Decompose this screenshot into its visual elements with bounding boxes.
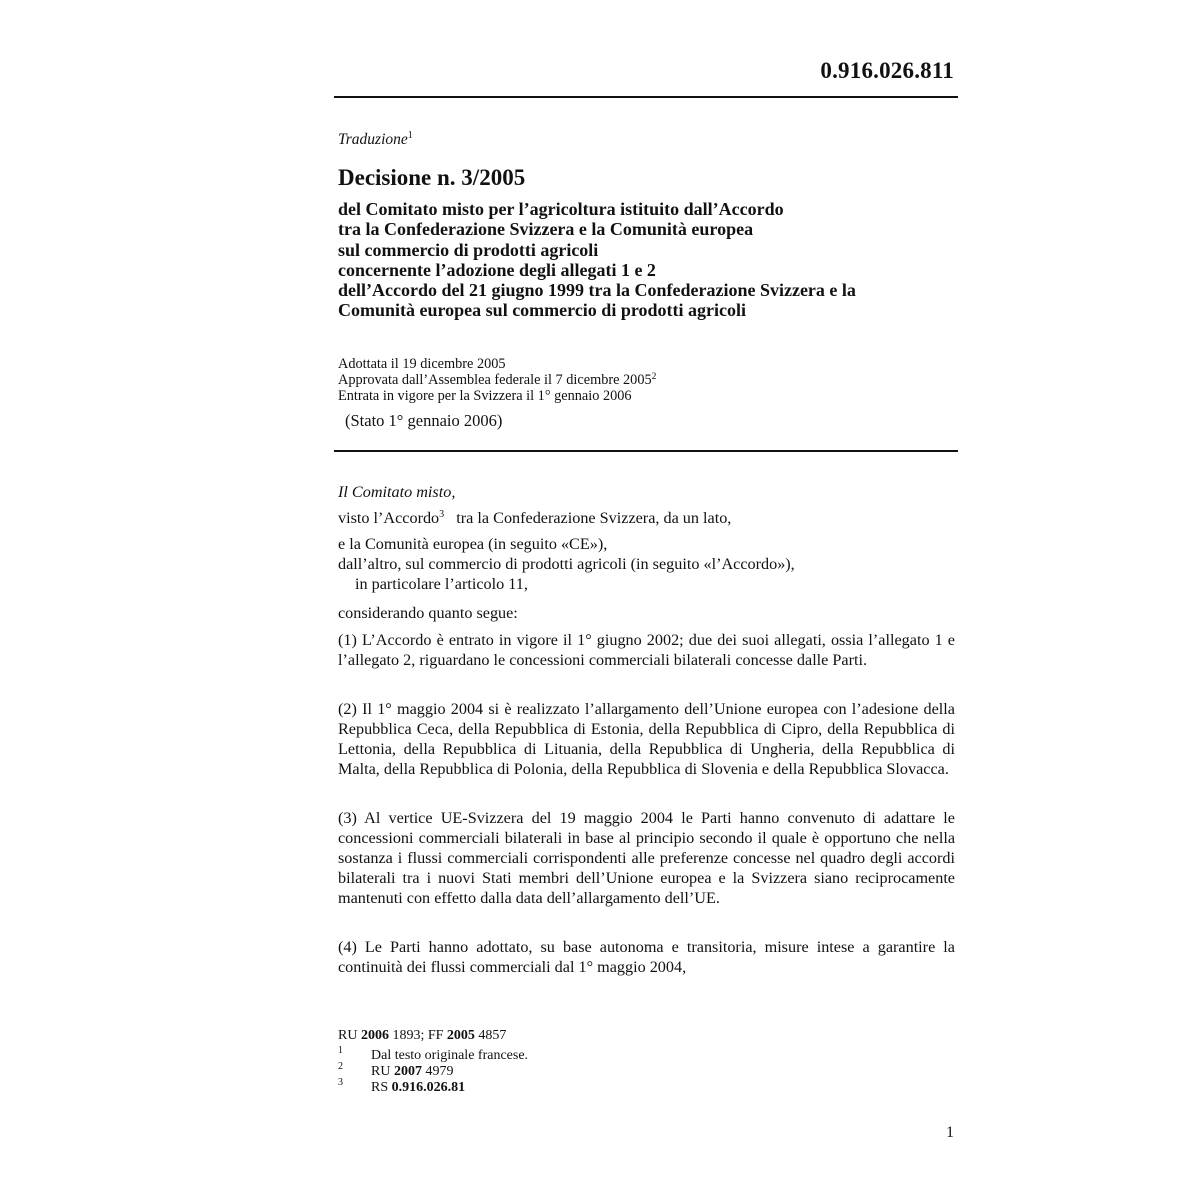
preamble-line: dall’altro, sul commercio di prodotti agricoli (in seguito «l’Accordo»), xyxy=(338,555,795,573)
source-reference: RU 2006 1893; FF 2005 4857 xyxy=(338,1028,507,1043)
middle-rule xyxy=(334,450,958,452)
status-date: (Stato 1° gennaio 2006) xyxy=(345,411,503,430)
paragraph-3: (3) Al vertice UE-Svizzera del 19 maggio 2004 le Parti hanno convenuto di adattare le concessioni commerciali bilaterali in base al principio secondo il quale è opportuno che nella sostanza i flussi commerciali corrispondenti alle preferenze concesse nel quadro degli accordi bilaterali tra i nuovi Stati membri dell’Unione europea e la Svizzera siano reciprocamente mantenuti con effetto dalla data dell’allargamento dell’UE. xyxy=(338,809,955,907)
page-number: 1 xyxy=(946,1124,954,1141)
paragraph-2: (2) Il 1° maggio 2004 si è realizzato l’allargamento dell’Unione europea con l’adesione della Repubblica Ceca, della Repubblica di Estonia, della Repubblica di Cipro, della Repubblica di Lettonia, della Repubblica di Lituania, della Repubblica di Ungheria, della Repubblica di Malta, della Repubblica di Polonia, della Repubblica di Slovenia e della Repubblica Slovacca. xyxy=(338,700,955,778)
footnote-ref: 2 xyxy=(651,372,657,382)
subtitle-line: Comunità europea sul commercio di prodotti agricoli xyxy=(338,300,746,321)
adoption-info xyxy=(338,356,955,404)
top-rule xyxy=(334,96,958,98)
footnote-number: 1 xyxy=(338,1045,343,1056)
footnote-text: Dal testo originale francese. xyxy=(371,1048,529,1063)
footnote-number: 2 xyxy=(338,1061,343,1072)
subtitle-line: dell’Accordo del 21 giugno 1999 tra la Confederazione Svizzera e la xyxy=(338,280,856,301)
paragraph-4: (4) Le Parti hanno adottato, su base autonoma e transitoria, misure intese a garantire la continuità dei flussi commerciali dal 1° maggio 2004, xyxy=(338,938,955,976)
preamble-line: in particolare l’articolo 11, xyxy=(355,575,528,593)
footnote-text: RS 0.916.026.81 xyxy=(371,1080,466,1095)
subtitle-line: concernente l’adozione degli allegati 1 e 2 xyxy=(338,259,656,280)
document-subtitle xyxy=(338,199,955,321)
sr-number: 0.916.026.811 xyxy=(820,58,954,83)
preamble-line: e la Comunità europea (in seguito «CE»), xyxy=(338,535,608,553)
footnote-number: 3 xyxy=(338,1077,343,1088)
paragraph-1: (1) L’Accordo è entrato in vigore il 1° giugno 2002; due dei suoi allegati, ossia l’allegato 1 e l’allegato 2, riguardano le concessioni commerciali bilaterali concesse dalle Parti. xyxy=(338,631,955,669)
subtitle-line: tra la Confederazione Svizzera e la Comunità europea xyxy=(338,219,754,240)
committee-heading: Il Comitato misto, xyxy=(338,483,456,501)
subtitle-line: sul commercio di prodotti agricoli xyxy=(338,239,599,260)
in-force-date: Entrata in vigore per la Svizzera il 1° gennaio 2006 xyxy=(338,388,632,404)
footnote-ref: 1 xyxy=(407,130,413,141)
considerando-line: considerando quanto segue: xyxy=(338,604,518,622)
subtitle-line: del Comitato misto per l’agricoltura istituito dall’Accordo xyxy=(338,199,784,219)
approved-date: Approvata dall’Assemblea federale il 7 dicembre 2005$^2$ xyxy=(338,372,657,388)
footnote-text: RU 2007 4979 xyxy=(371,1064,454,1079)
document-title: Decisione n. 3/2005 xyxy=(338,165,526,190)
translation-label: Traduzione$^1$ xyxy=(338,130,413,148)
preamble-visto: visto l’Accordo$^3$ tra la Confederazione Svizzera, da un lato, xyxy=(338,509,732,527)
footnote-ref: 3 xyxy=(439,509,445,520)
adopted-date: Adottata il 19 dicembre 2005 xyxy=(338,356,506,372)
